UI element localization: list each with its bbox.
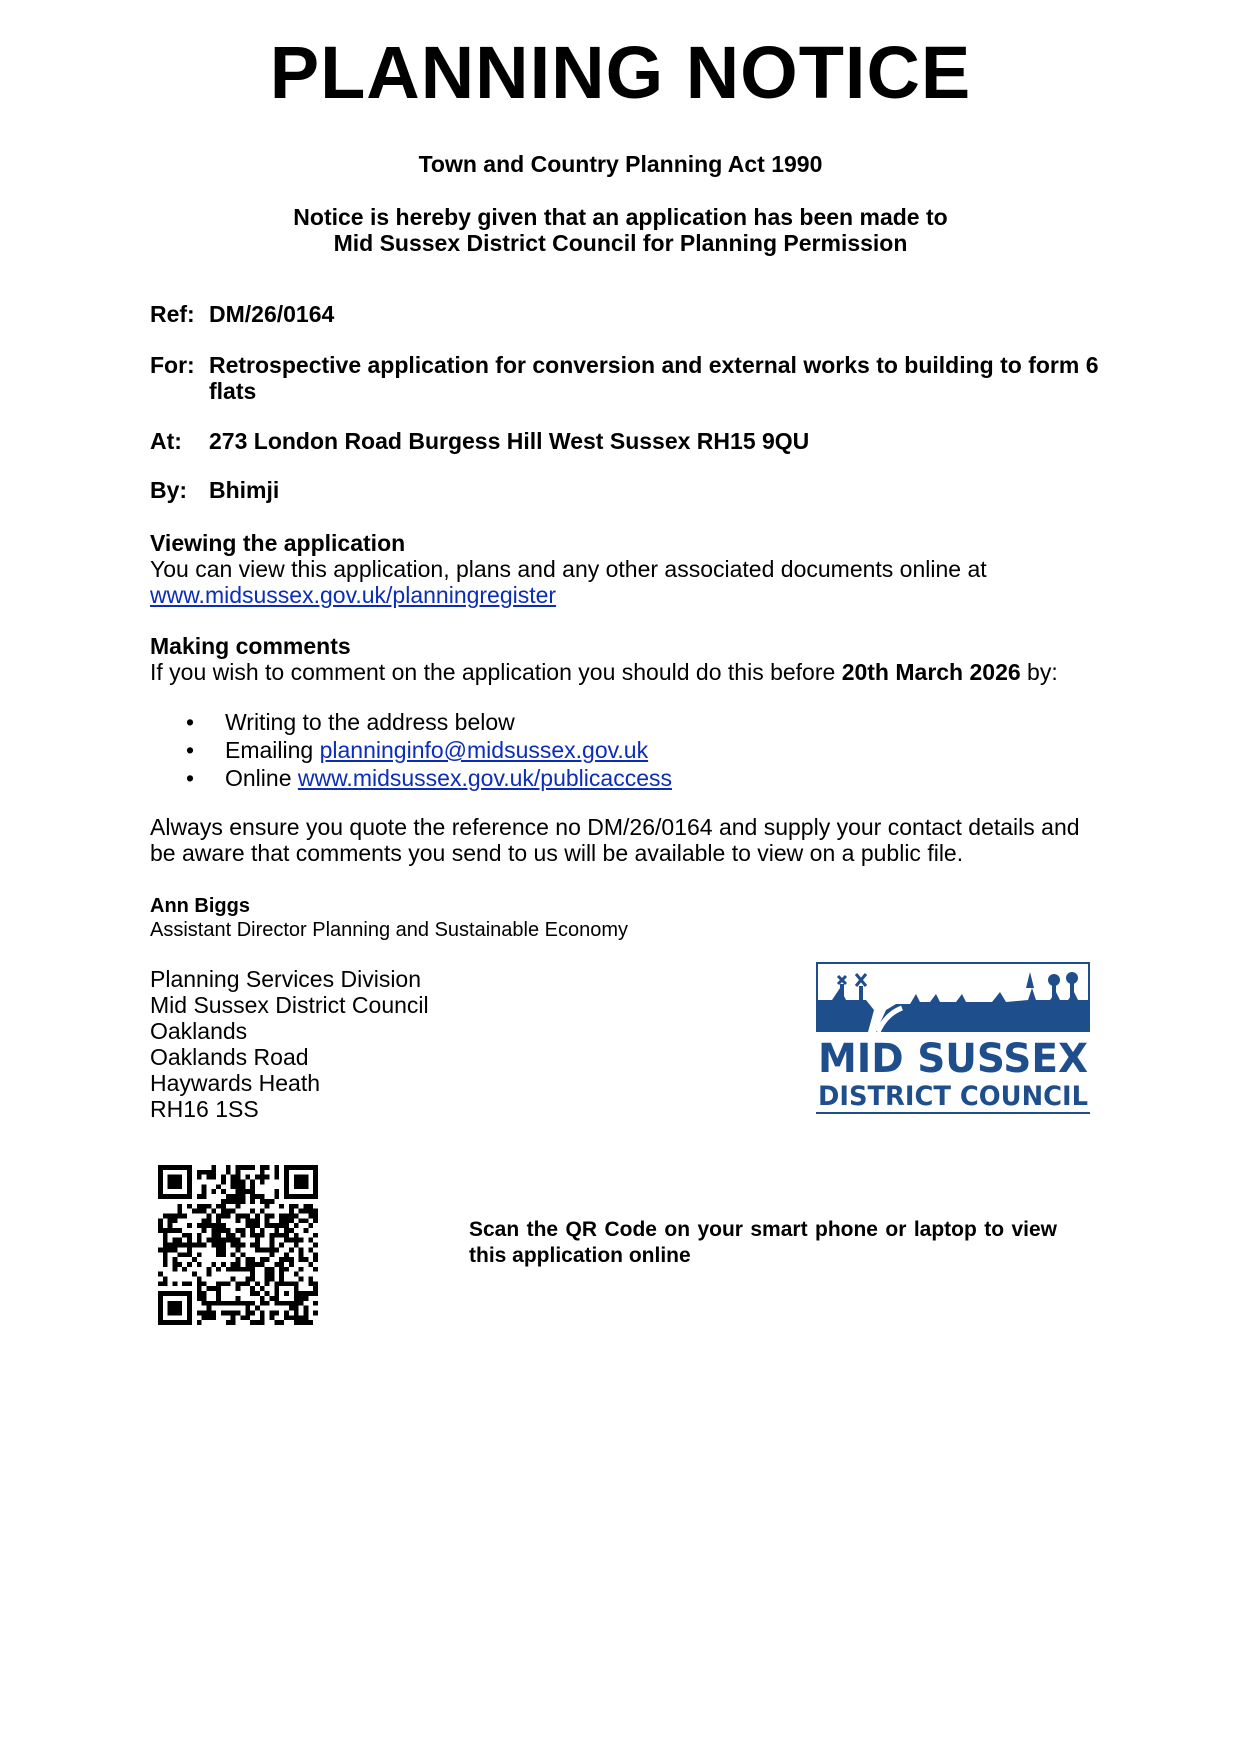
- list-item: [150, 764, 1100, 792]
- ref-row: [150, 301, 1100, 327]
- comments-text: [150, 659, 1100, 685]
- act-title: Town and Country Planning Act 1990: [418, 151, 823, 177]
- by-label: By:: [150, 477, 188, 503]
- at-value: 273 London Road Burgess Hill West Sussex RH15 9QU: [209, 428, 810, 454]
- logo-line2: DISTRICT COUNCIL: [818, 1081, 1088, 1112]
- list-item: [150, 708, 1100, 736]
- viewing-section: [150, 530, 1100, 608]
- comments-deadline: 20th March 2026: [841, 659, 1021, 685]
- bullet-online-label: Online: [225, 765, 298, 791]
- ref-label: Ref:: [150, 301, 195, 327]
- by-row: [150, 477, 1100, 503]
- email-link[interactable]: planninginfo@midsussex.gov.uk: [319, 737, 649, 763]
- notice-intro-line1: Notice is hereby given that an application has been made to: [293, 204, 948, 230]
- reference-reminder: Always ensure you quote the reference no DM/26/0164 and supply your contact details and be aware that comments you send to us will be available to view on a public file.: [150, 814, 1080, 866]
- viewing-text: You can view this application, plans and any other associated documents online at: [150, 556, 987, 582]
- qr-code[interactable]: [158, 1165, 318, 1325]
- bullet-email-label: Emailing: [225, 737, 320, 763]
- bullet-writing: Writing to the address below: [225, 709, 515, 735]
- comments-text-after: by:: [1020, 659, 1058, 685]
- planning-register-link[interactable]: www.midsussex.gov.uk/planningregister: [150, 582, 557, 608]
- for-row: [150, 352, 1100, 404]
- logo-line1: MID SUSSEX: [818, 1036, 1089, 1082]
- at-row: [150, 428, 1100, 454]
- page-title: PLANNING NOTICE: [269, 31, 972, 114]
- comments-heading: Making comments: [150, 633, 351, 659]
- for-label: For:: [150, 352, 195, 378]
- list-item: [150, 736, 1100, 764]
- comments-text-before: If you wish to comment on the application you should do this before: [150, 659, 842, 685]
- notice-intro-line2: Mid Sussex District Council for Planning Permission: [333, 230, 908, 256]
- for-value: Retrospective application for conversion and external works to building to form 6 flats: [209, 352, 1099, 404]
- council-logo: [816, 962, 1090, 1116]
- signatory-name: Ann Biggs: [150, 895, 250, 917]
- at-label: At:: [150, 428, 182, 454]
- signatory-role: Assistant Director Planning and Sustainable Economy: [150, 919, 629, 941]
- qr-caption: Scan the QR Code on your smart phone or laptop to view this application online: [469, 1218, 1057, 1267]
- address-line: Mid Sussex District Council: [150, 992, 429, 1018]
- address-line: Planning Services Division: [150, 966, 422, 992]
- public-access-link[interactable]: www.midsussex.gov.uk/publicaccess: [297, 765, 672, 791]
- viewing-heading: Viewing the application: [150, 530, 406, 556]
- postal-address: [150, 966, 429, 1122]
- comments-section: [150, 633, 1100, 685]
- address-line: Oaklands: [150, 1018, 248, 1044]
- notice-intro: [0, 204, 1241, 256]
- address-line: Oaklands Road: [150, 1044, 309, 1070]
- address-line: Haywards Heath: [150, 1070, 321, 1096]
- address-line: RH16 1SS: [150, 1096, 259, 1122]
- comment-methods: [150, 708, 1100, 792]
- ref-value: DM/26/0164: [209, 301, 335, 327]
- by-value: Bhimji: [209, 477, 280, 503]
